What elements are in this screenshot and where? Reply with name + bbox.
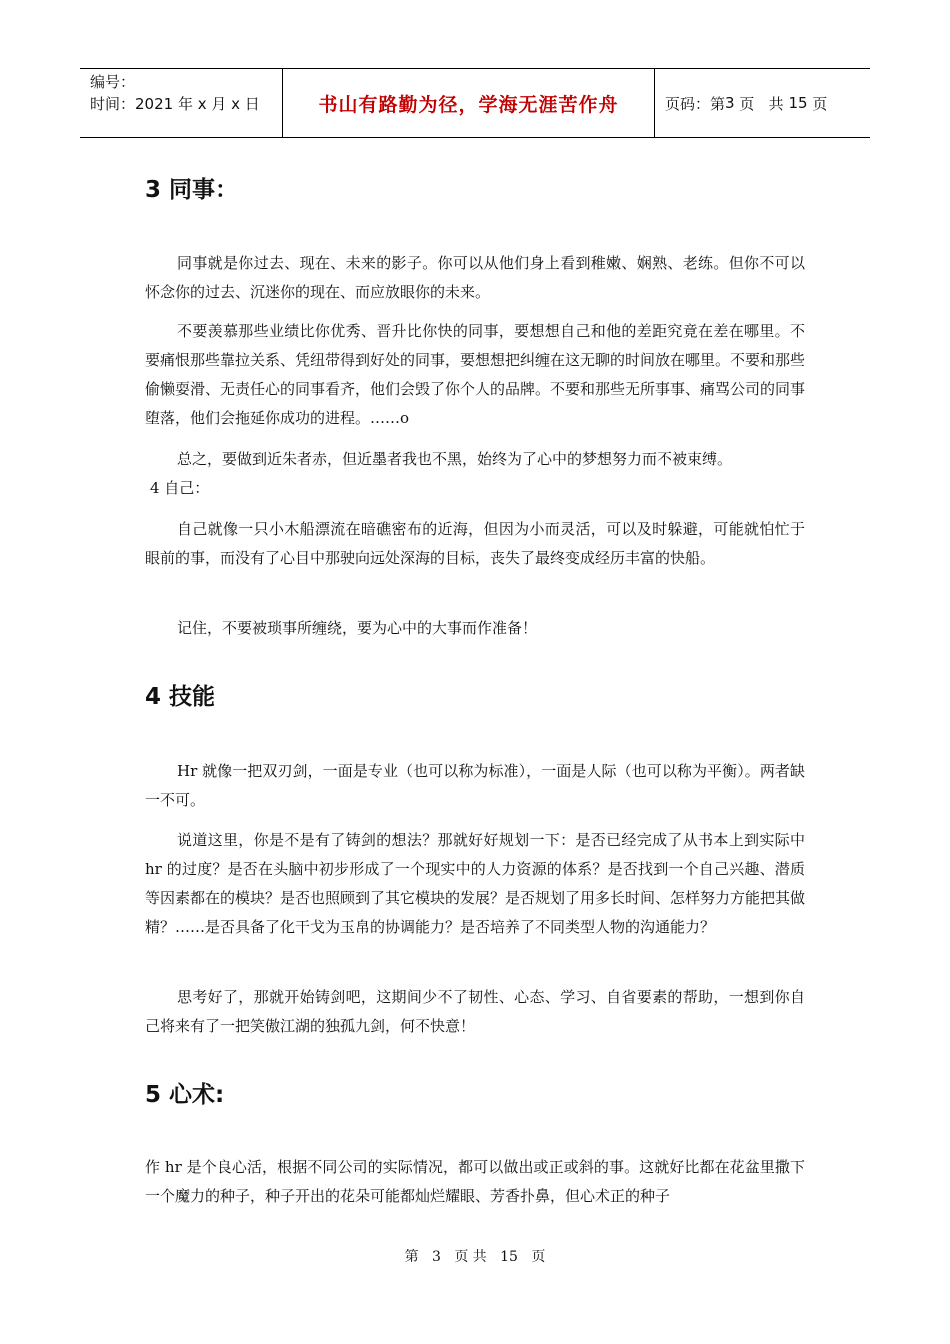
- footer-total: 15: [500, 1249, 518, 1265]
- footer-current: 3: [432, 1249, 441, 1265]
- section-heading-skills: 4 技能: [145, 684, 216, 710]
- paragraph: 自己就像一只小木船漂流在暗礁密布的近海，但因为小而灵活，可以及时躲避，可能就怕忙于眼前的事，而没有了心目中那驶向远处深海的目标，丧失了最终变成经历丰富的快船。: [145, 520, 805, 567]
- document-header: [80, 68, 870, 138]
- paragraph: 思考好了，那就开始铸剑吧，这期间少不了韧性、心态、学习、自省要素的帮助，一想到你自己将来有了一把笑傲江湖的独孤九剑，何不快意！: [145, 988, 805, 1035]
- paragraph: 不要羡慕那些业绩比你优秀、晋升比你快的同事，要想想自己和他的差距究竟在差在哪里。不要痛恨那些靠拉关系、凭纽带得到好处的同事，要想想把纠缠在这无聊的时间放在哪里。不要和那些偷懒耍滑、无责任心的同事看齐，他们会毁了你个人的品牌。不要和那些无所事事、痛骂公司的同事堕落，他们会拖延你成功的进程。……o: [145, 322, 806, 427]
- paragraph: Hr 就像一把双刃剑，一面是专业（也可以称为标准），一面是人际（也可以称为平衡）。两者缺一不可。: [145, 762, 805, 809]
- header-number-label: 编号：: [90, 73, 136, 91]
- paragraph: 作 hr 是个良心活，根据不同公司的实际情况，都可以做出或正或斜的事。这就好比都在花盆里撒下一个魔力的种子，种子开出的花朵可能都灿烂耀眼、芳香扑鼻，但心术正的种子: [145, 1158, 805, 1205]
- header-motto: 书山有路勤为径，学海无涯苦作舟: [283, 69, 655, 137]
- header-page-total: 15: [788, 94, 808, 112]
- section-heading-colleague: 3 同事：: [145, 177, 239, 203]
- header-page-end: 页: [812, 94, 828, 113]
- paragraph: 记住，不要被琐事所缠绕，要为心中的大事而作准备！: [177, 619, 538, 637]
- header-page-current: 3: [725, 94, 735, 112]
- footer-prefix: 第: [404, 1249, 419, 1265]
- page-footer: [0, 1246, 950, 1266]
- header-page-cell: [655, 69, 870, 137]
- header-meta-cell: [80, 69, 283, 137]
- section-heading-mind: 5 心术:: [145, 1082, 225, 1108]
- footer-mid: 页 共: [454, 1249, 487, 1265]
- sub-heading-self: 4 自己：: [150, 479, 210, 497]
- paragraph: 说道这里，你是不是有了铸剑的想法？那就好好规划一下：是否已经完成了从书本上到实际中 hr 的过度？是否在头脑中初步形成了一个现实中的人力资源的体系？是否找到一个自己兴趣、潜质等因素都在的模块？是否也照顾到了其它模块的发展？是否规划了用多长时间、怎样努力方能把其做精？……是否具备了化干戈为玉帛的协调能力？是否培养了不同类型人物的沟通能力？: [145, 831, 806, 936]
- header-page-label: 页码：第: [665, 94, 726, 113]
- header-time-label: 时间：2021 年 x 月 x 日: [90, 95, 260, 113]
- footer-suffix: 页: [531, 1249, 546, 1265]
- header-page-mid: 页 共: [739, 94, 784, 113]
- paragraph: 总之，要做到近朱者赤，但近墨者我也不黑，始终为了心中的梦想努力而不被束缚。: [177, 450, 733, 468]
- paragraph: 同事就是你过去、现在、未来的影子。你可以从他们身上看到稚嫩、娴熟、老练。但你不可以怀念你的过去、沉迷你的现在、而应放眼你的未来。: [145, 254, 805, 301]
